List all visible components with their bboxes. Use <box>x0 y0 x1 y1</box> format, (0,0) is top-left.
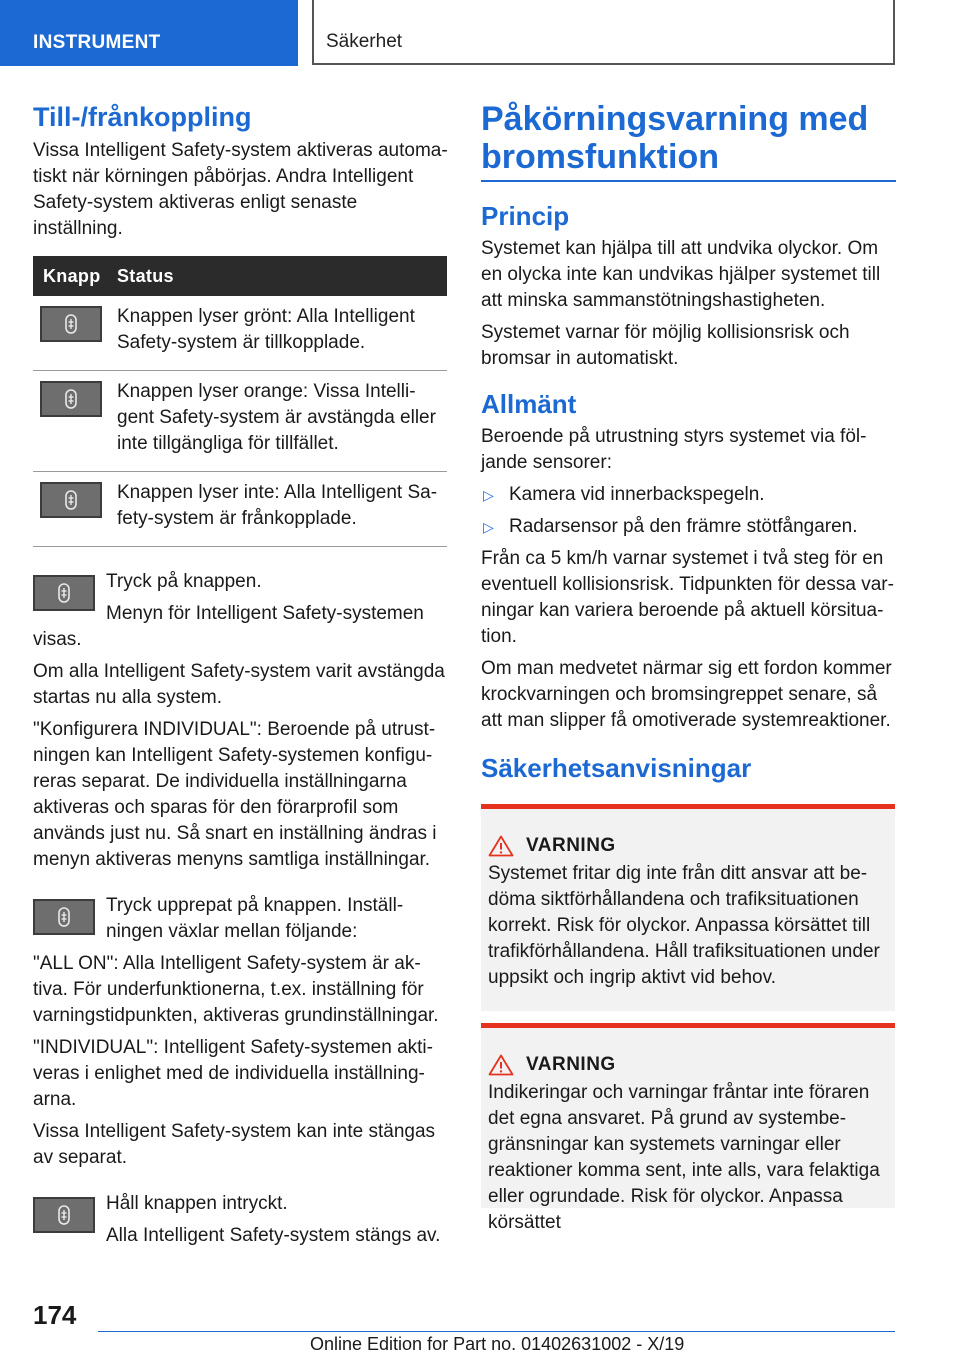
list-item-text: Radarsensor på den främre stötfångaren. <box>509 516 858 537</box>
left-heading: Till-/frånkoppling <box>33 102 252 132</box>
all-off-hold-text: Alla Intelligent Safety-system stängs av. <box>106 1225 441 1246</box>
sensor-list <box>481 482 896 540</box>
menu-shown-text: Menyn för Intelligent Safety-systemen visas. <box>33 603 424 650</box>
hold-text: Håll knappen intryckt. <box>106 1193 288 1214</box>
princip-heading: Princip <box>481 201 570 231</box>
allmant-heading: Allmänt <box>481 389 577 419</box>
table-cell-status: Knappen lyser grönt: Alla Intelligent Safety-system är tillkopplade. <box>117 296 447 371</box>
warning-triangle-icon <box>488 835 514 857</box>
topic-label: Säkerhet <box>326 31 403 52</box>
status-table <box>33 256 447 547</box>
safety-button-icon <box>40 306 102 342</box>
section-tab <box>0 0 298 66</box>
triangle-bullet-icon: ▷ <box>483 519 494 535</box>
press-repeat-text: Tryck upprepat på knappen. Inställningen växlar mellan följande: <box>106 895 404 942</box>
allmant-text-1: Beroende på utrustning styrs systemet via följande sensorer: <box>481 426 867 473</box>
configure-text: "Konfigurera INDIVIDUAL": Beroende på utrustningen kan Intelligent Safety-systemen konfigureras separat. De individuella inställningarna aktiveras och sparas för den förarprofil som används just nu. Så snart en inställning ändras i menyn aktiveras menyns samtliga inställningar. <box>33 719 437 870</box>
right-heading: Påkörningsvarning med bromsfunktion <box>481 100 869 176</box>
table-row <box>33 472 447 547</box>
press-repeat-block <box>33 893 448 945</box>
left-intro: Vissa Intelligent Safety-system aktiveras automatiskt när körningen påbörjas. Andra Intelligent Safety-system aktiveras enligt senaste inställning. <box>33 140 448 239</box>
safety-button-icon <box>33 1197 95 1233</box>
warning-triangle-icon <box>488 1054 514 1076</box>
right-column <box>481 100 896 1233</box>
edition-footer: Online Edition for Part no. 01402631002 - X/19 <box>310 1334 685 1354</box>
princip-text-2: Systemet varnar för möjlig kollisionsrisk och bromsar in automatiskt. <box>481 322 850 369</box>
list-item <box>481 482 896 508</box>
all-off-text: Om alla Intelligent Safety-system varit avstängda startas nu alla system. <box>33 661 445 708</box>
press-once-text: Tryck på knappen. <box>106 571 262 592</box>
footer-divider <box>98 1331 895 1332</box>
hold-block <box>33 1191 448 1249</box>
list-item <box>481 514 896 540</box>
topic-header <box>312 0 895 65</box>
table-row <box>33 371 447 472</box>
allmant-text-3: Om man medvetet närmar sig ett fordon kommer krockvarningen och bromsingreppet senare, så att man slipper få omotiverade systemreaktioner. <box>481 658 892 731</box>
safety-button-icon <box>40 482 102 518</box>
warning-text: Systemet fritar dig inte från ditt ansvar att bedöma siktförhållandena och trafiksituationen korrekt. Risk för olyckor. Anpassa körsättet till trafikförhållandena. Håll trafiksituationen under uppsikt och ingrip aktivt vid behov. <box>488 863 880 988</box>
table-header-status: Status <box>117 256 447 296</box>
table-row <box>33 296 447 371</box>
allmant-text-2: Från ca 5 km/h varnar systemet i två steg för en eventuell kollisionsrisk. Tidpunkten för dessa varningar kan variera beroende på aktuell körsituation. <box>481 548 894 647</box>
page-number: 174 <box>33 1300 77 1330</box>
safety-button-icon <box>40 381 102 417</box>
warning-box <box>481 1023 895 1233</box>
list-item-text: Kamera vid innerbackspegeln. <box>509 484 765 505</box>
safety-button-icon <box>33 575 95 611</box>
warning-label: VARNING <box>526 835 616 856</box>
table-cell-status: Knappen lyser orange: Vissa Intelligent Safety-system är avstängda eller inte tillgängliga för tillfället. <box>117 371 447 472</box>
table-header-knapp: Knapp <box>33 256 117 296</box>
individual-text: "INDIVIDUAL": Intelligent Safety-systemen aktiveras i enlighet med de individuella inställningarna. <box>33 1037 433 1110</box>
warning-label: VARNING <box>526 1054 616 1075</box>
heading-divider <box>481 180 896 182</box>
section-label: INSTRUMENT <box>33 32 161 53</box>
press-once-block <box>33 569 448 595</box>
triangle-bullet-icon: ▷ <box>483 487 494 503</box>
cannot-off-text: Vissa Intelligent Safety-system kan inte stängas av separat. <box>33 1121 436 1168</box>
left-column <box>33 100 448 1255</box>
sakerhet-heading: Säkerhetsanvisningar <box>481 753 752 783</box>
safety-button-icon <box>33 899 95 935</box>
table-cell-status: Knappen lyser inte: Alla Intelligent Safety-system är frånkopplade. <box>117 472 447 547</box>
warning-box <box>481 804 895 1011</box>
all-on-text: "ALL ON": Alla Intelligent Safety-system är aktiva. För underfunktionerna, t.ex. inställning för varningstidpunkten, aktiveras grundinställningar. <box>33 953 439 1026</box>
warning-text: Indikeringar och varningar fråntar inte föraren det egna ansvaret. På grund av systembegränsningar kan systemets varningar eller reaktioner komma sent, inte alls, vara felaktiga eller ogrundade. Risk för olyckor. Anpassa körsättet <box>488 1082 880 1233</box>
princip-text-1: Systemet kan hjälpa till att undvika olyckor. Om en olycka inte kan undvikas hjälper systemet till att minska sammanstötningshastigheten. <box>481 238 881 311</box>
